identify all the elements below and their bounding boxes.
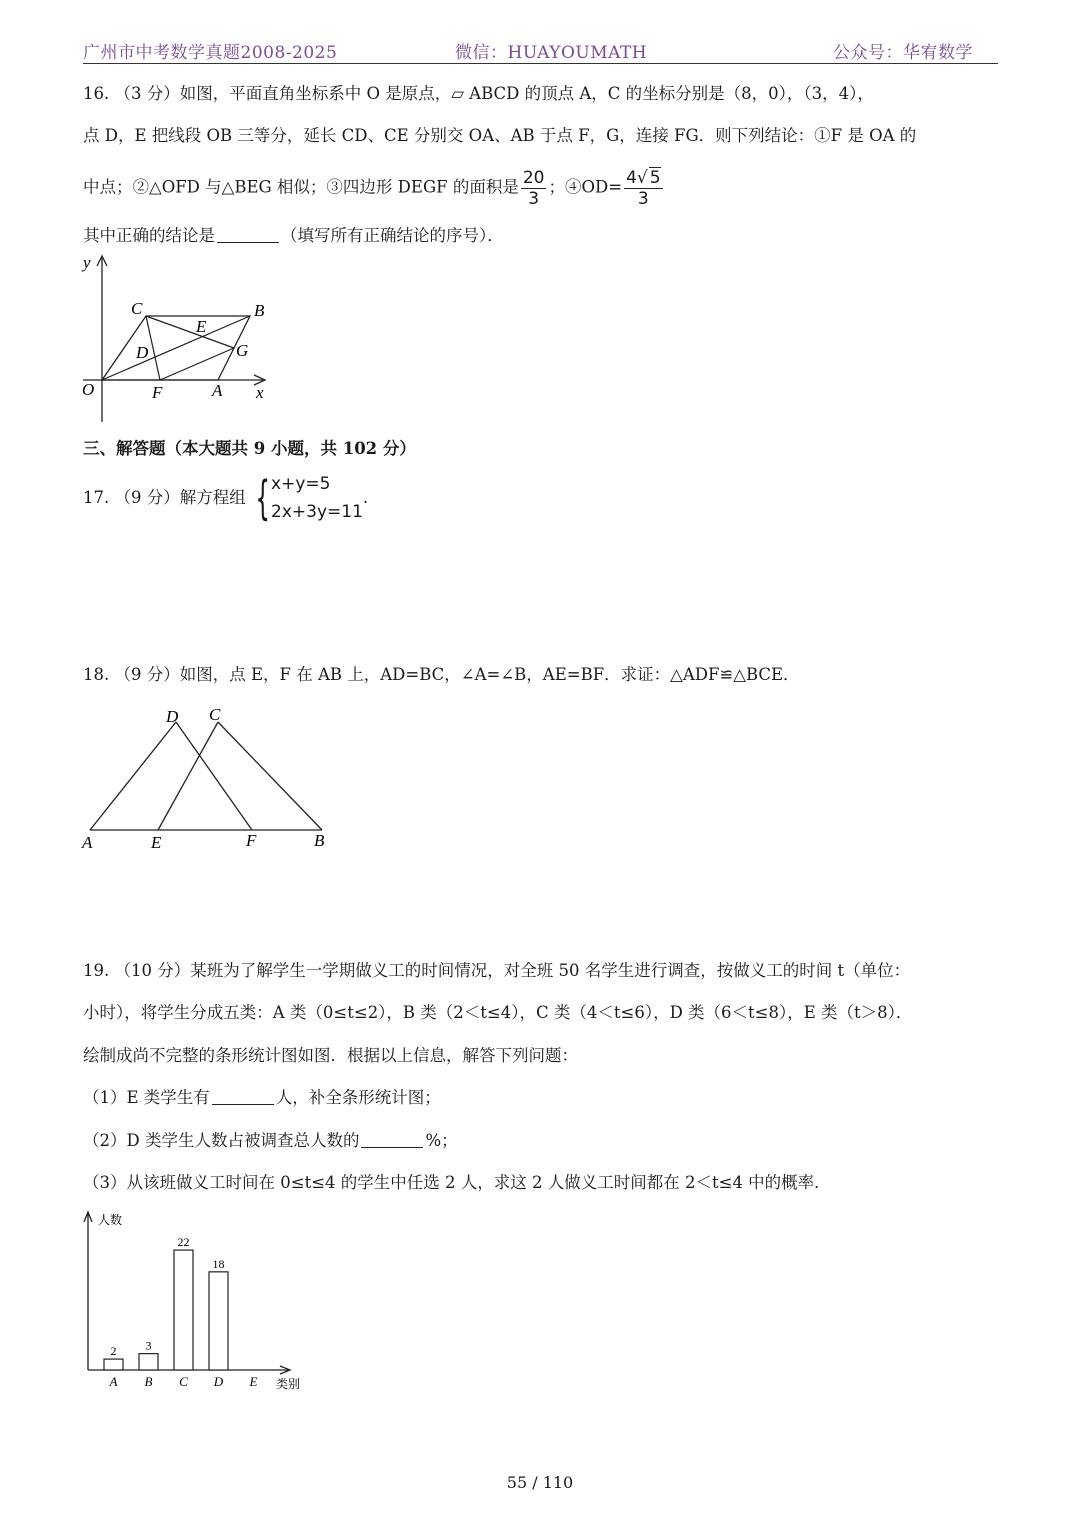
q17 <box>83 470 368 526</box>
label-E: E <box>196 317 207 336</box>
q16-parallelogram-figure <box>78 250 278 426</box>
label-y: y <box>83 253 91 272</box>
equation-2: 2x+3y=11 <box>271 502 363 522</box>
category-label-D: D <box>213 1374 224 1389</box>
label-D: D <box>166 707 179 726</box>
equation-system <box>248 470 363 526</box>
chart-bars <box>104 1235 258 1389</box>
category-label-A: A <box>109 1374 118 1389</box>
bar-value-label-B: 3 <box>145 1338 152 1353</box>
page-number: 55 / 110 <box>506 1473 574 1492</box>
fraction-20-over-3 <box>521 168 547 209</box>
header-public-account: 公众号：华宥数学 <box>833 43 973 63</box>
label-x: x <box>256 383 264 402</box>
q16-answer-note: （填写所有正确结论的序号）． <box>281 226 504 245</box>
q16-line3 <box>83 167 665 209</box>
q16-line2: 点 D，E 把线段 OB 三等分，延长 CD、CE 分别交 OA、AB 于点 F，G，连接 FG．则下列结论：①F 是 OA 的 <box>83 126 917 145</box>
label-O: O <box>82 380 95 399</box>
section-3-heading: 三、解答题（本大题共 9 小题，共 102 分） <box>83 439 416 458</box>
segment-FG <box>160 348 234 380</box>
bar-value-label-D: 18 <box>212 1256 225 1271</box>
q19-sub1-text-b: 人，补全条形统计图； <box>275 1088 441 1107</box>
segment-CG <box>146 316 234 348</box>
q19-sub2-text-b: %； <box>425 1131 458 1150</box>
q16-line3-text: 中点；②△OFD 与△BEG 相似；③四边形 DEGF 的面积是 <box>83 177 519 197</box>
q19-line2: 小时），将学生分成五类：A 类（0≤t≤2），B 类（2＜t≤4），C 类（4＜t≤6），D 类（6＜t≤8），E 类（t＞8）． <box>83 1003 913 1022</box>
label-C: C <box>131 299 143 318</box>
label-E: E <box>151 833 162 852</box>
frac2-numerator: 4√ 5 <box>626 168 661 188</box>
bar-D <box>209 1272 228 1370</box>
q17-period: . <box>362 488 369 507</box>
q16-line1: 16. （3 分）如图，平面直角坐标系中 O 是原点，▱ ABCD 的顶点 A，C 的坐标分别是（8，0），（3，4）， <box>83 84 874 103</box>
q19-sub1-text: （1）E 类学生有 <box>83 1088 210 1107</box>
q17-text: 17. （9 分）解方程组 <box>83 488 246 507</box>
chart-x-label: 类别 <box>276 1377 301 1391</box>
left-brace: { <box>255 471 270 525</box>
label-B: B <box>314 831 325 850</box>
q19-sub1 <box>83 1085 441 1111</box>
q19-line3: 绘制成尚不完整的条形统计图如图．根据以上信息，解答下列问题： <box>83 1046 578 1065</box>
category-label-C: C <box>179 1374 188 1389</box>
header-wechat: 微信：HUAYOUMATH <box>455 43 648 63</box>
q19-sub2 <box>83 1128 458 1154</box>
bar-value-label-A: 2 <box>110 1344 117 1359</box>
q18-text: 18. （9 分）如图，点 E，F 在 AB 上，AD=BC，∠A=∠B，AE=BF．求证：△ADF≌△BCE． <box>83 665 800 684</box>
q19-sub2-blank[interactable] <box>361 1131 423 1148</box>
label-F: F <box>152 383 163 402</box>
label-D: D <box>136 343 149 362</box>
frac1-denominator: 3 <box>528 188 540 209</box>
q16-line3-text-b: ；④OD= <box>548 177 623 197</box>
frac1-numerator: 20 <box>522 167 545 188</box>
frac2-denominator: 3 <box>637 189 649 209</box>
q16-answer-blank[interactable] <box>217 226 279 243</box>
label-B: B <box>254 301 265 320</box>
q16-line4 <box>83 223 504 249</box>
header-divider <box>83 63 998 64</box>
segment-AD <box>90 722 176 830</box>
fraction-4root5-over-3 <box>624 167 663 209</box>
label-C: C <box>209 705 221 724</box>
bar-value-label-C: 22 <box>177 1235 190 1250</box>
label-G: G <box>236 341 249 360</box>
equations <box>271 470 363 526</box>
frac2-radicand: 5 <box>649 168 661 188</box>
q19-line1: 19. （10 分）某班为了解学生一学期做义工的时间情况，对全班 50 名学生进行调查，按做义工的时间 t（单位： <box>83 961 911 980</box>
q18-triangles-figure <box>78 702 338 852</box>
category-label-E: E <box>249 1374 258 1389</box>
chart-y-label: 人数 <box>98 1213 123 1227</box>
label-F: F <box>246 831 257 850</box>
q19-bar-chart <box>78 1208 318 1393</box>
label-A: A <box>82 833 93 852</box>
bar-C <box>174 1250 193 1370</box>
q16-answer-prompt: 其中正确的结论是 <box>83 226 215 245</box>
q19-sub2-text: （2）D 类学生人数占被调查总人数的 <box>83 1131 360 1150</box>
q19-sub1-blank[interactable] <box>212 1088 274 1105</box>
header-left-title: 广州市中考数学真题2008-2025 <box>83 43 338 63</box>
q19-sub3: （3）从该班做义工时间在 0≤t≤4 的学生中任选 2 人，求这 2 人做义工时间都在 2＜t≤4 中的概率． <box>83 1173 831 1192</box>
bar-B <box>139 1354 158 1370</box>
equation-1: x+y=5 <box>271 474 331 494</box>
segment-CB <box>218 722 322 830</box>
bar-A <box>104 1359 123 1370</box>
frac2-coefficient: 4 <box>626 168 637 188</box>
category-label-B: B <box>144 1374 153 1389</box>
label-A: A <box>212 381 223 400</box>
